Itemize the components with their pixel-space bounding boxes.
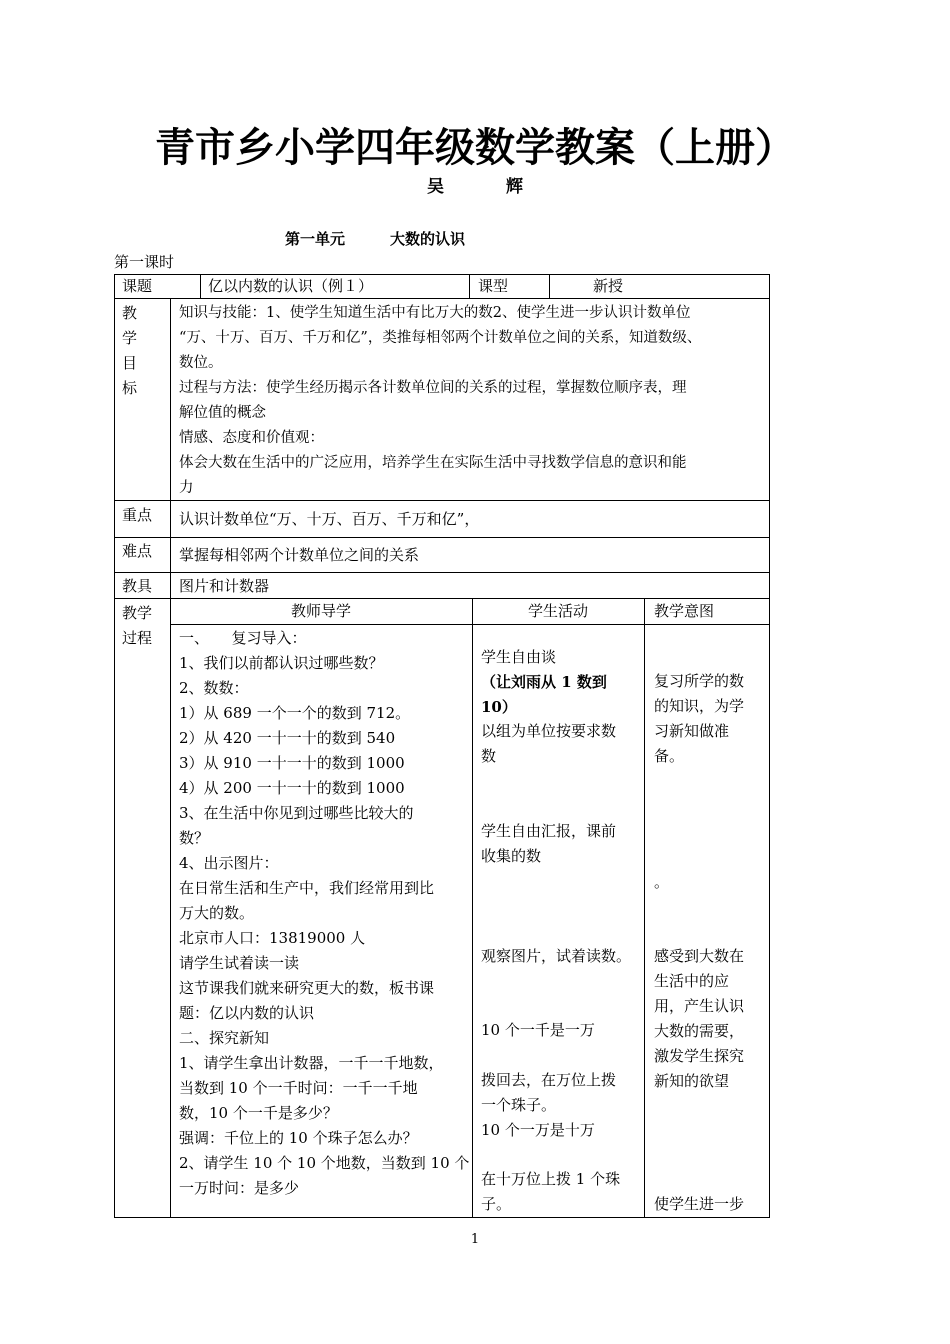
table-rule	[114, 572, 770, 573]
goal-line: 知识与技能：1、使学生知道生活中有比万大的数2、使学生进一步认识计数单位	[179, 305, 691, 321]
student-activity-block	[481, 670, 641, 720]
student-line: 收集的数	[481, 847, 542, 865]
intent-line: 的知识，为学	[654, 697, 745, 715]
teaching-intent-block	[654, 669, 766, 769]
teacher-line: 一万时问：是多少	[179, 1179, 300, 1197]
teacher-line: 在日常生活和生产中，我们经常用到比	[179, 879, 435, 897]
topic-value: 亿以内数的认识（例１）	[208, 277, 374, 295]
intent-line: 使学生进一步	[654, 1195, 745, 1213]
goals-label-char: 标	[122, 379, 138, 397]
table-rule	[472, 598, 473, 1217]
student-line: 学生自由谈	[481, 648, 557, 666]
teacher-line: 题：亿以内数的认识	[179, 1004, 315, 1022]
page-number: 1	[470, 1232, 480, 1247]
student-line: 一个珠子。	[481, 1096, 557, 1114]
difficulty-label: 难点	[122, 542, 153, 560]
goal-line: 过程与方法：使学生经历揭示各计数单位间的关系的过程，掌握数位顺序表，理	[179, 380, 687, 396]
goals-label-char: 目	[122, 354, 138, 372]
teacher-line: 3）从 910 一十一十的数到 1000	[179, 754, 405, 772]
teaching-intent-block	[654, 1192, 766, 1217]
teacher-line: 这节课我们就来研究更大的数，板书课	[179, 979, 435, 997]
teacher-line: 2、请学生 10 个 10 个地数，当数到 10 个	[179, 1154, 470, 1172]
goal-line: 数位。	[179, 355, 223, 371]
table-border-left	[114, 274, 115, 1217]
goals-label-char: 教	[122, 304, 138, 322]
intent-line: 备。	[654, 747, 685, 765]
key-point-label: 重点	[122, 506, 153, 524]
intent-line: 复习所学的数	[654, 672, 745, 690]
unit-heading: 第一单元 大数的认识	[285, 230, 466, 248]
tools-value: 图片和计数器	[179, 577, 270, 595]
goal-line: “万、十万、百万、千万和亿”，类推每相邻两个计数单位之间的关系，知道数级、	[179, 330, 702, 346]
intent-line: 感受到大数在	[654, 947, 745, 965]
teacher-line: 强调：千位上的 10 个珠子怎么办？	[179, 1129, 418, 1147]
teacher-line: 1）从 689 一个一个的数到 712。	[179, 704, 411, 722]
intent-line: 大数的需要，	[654, 1022, 745, 1040]
student-line: 10 个一千是一万	[481, 1021, 595, 1039]
teaching-intent-block	[654, 870, 766, 895]
intent-line: 。	[654, 873, 670, 891]
teacher-line: 1、请学生拿出计数器，一千一千地数，	[179, 1054, 444, 1072]
table-rule	[644, 598, 645, 1217]
student-line: 10）	[481, 698, 517, 716]
table-rule	[469, 274, 470, 298]
intent-line: 激发学生探究	[654, 1047, 745, 1065]
student-activity-block	[481, 1018, 641, 1043]
topic-label: 课题	[122, 277, 153, 295]
teacher-guidance	[179, 626, 469, 1201]
student-line: 数	[481, 747, 497, 765]
lesson-type-value: 新授	[593, 277, 624, 295]
goals-content	[179, 301, 765, 501]
table-border-right	[769, 274, 770, 1217]
teacher-line: 二、探究新知	[179, 1029, 270, 1047]
intent-line: 用，产生认识	[654, 997, 745, 1015]
teacher-line: 数，10 个一千是多少？	[179, 1104, 338, 1122]
table-rule	[114, 537, 770, 538]
student-activity-block	[481, 719, 641, 769]
student-activity-block	[481, 1068, 641, 1143]
intent-line: 习新知做准	[654, 722, 730, 740]
intent-line: 生活中的应	[654, 972, 730, 990]
student-line: 子。	[481, 1195, 512, 1213]
table-rule	[170, 624, 770, 625]
table-rule	[200, 274, 201, 298]
goal-line: 情感、态度和价值观：	[179, 430, 324, 446]
student-line: （让刘雨从 1 数到	[481, 673, 607, 691]
table-rule	[170, 298, 171, 1217]
column-header-teacher: 教师导学	[290, 602, 351, 620]
teacher-line: 万大的数。	[179, 904, 255, 922]
student-activity-block	[481, 645, 641, 670]
goals-label-char: 学	[122, 329, 138, 347]
student-line: 10 个一万是十万	[481, 1121, 595, 1139]
table-rule	[549, 274, 550, 298]
intent-line: 新知的欲望	[654, 1072, 730, 1090]
goal-line: 解位值的概念	[179, 405, 266, 421]
lesson-label: 第一课时	[114, 253, 175, 271]
lesson-type-label: 课型	[478, 277, 509, 295]
teacher-line: 4、出示图片：	[179, 854, 279, 872]
difficulty-value: 掌握每相邻两个计数单位之间的关系	[179, 546, 420, 564]
process-label	[122, 601, 166, 651]
author-name: 吴 辉	[427, 177, 551, 197]
column-header-student: 学生活动	[527, 602, 588, 620]
teacher-line: 请学生试着读一读	[179, 954, 300, 972]
teacher-line: 2）从 420 一十一十的数到 540	[179, 729, 396, 747]
teacher-line: 北京市人口：13819000 人	[179, 929, 366, 947]
table-border-bottom	[114, 1217, 770, 1218]
goal-line: 体会大数在生活中的广泛应用，培养学生在实际生活中寻找数学信息的意识和能	[179, 455, 687, 471]
student-line: 以组为单位按要求数	[481, 722, 617, 740]
tools-label: 教具	[122, 577, 153, 595]
teacher-line: 当数到 10 个一千时问：一千一千地	[179, 1079, 418, 1097]
teacher-line: 一、 复习导入：	[179, 629, 307, 647]
teacher-line: 4）从 200 一十一十的数到 1000	[179, 779, 405, 797]
process-label-line: 过程	[122, 629, 153, 647]
document-title: 青市乡小学四年级数学教案（上册）	[155, 125, 795, 171]
teacher-line: 1、我们以前都认识过哪些数？	[179, 654, 384, 672]
student-activity-block	[481, 1167, 641, 1217]
student-line: 拨回去，在万位上拨	[481, 1071, 617, 1089]
goals-label	[122, 301, 162, 401]
teacher-line: 2、数数：	[179, 679, 249, 697]
student-activity-block	[481, 819, 641, 869]
key-point-value: 认识计数单位“万、十万、百万、千万和亿”，	[179, 510, 480, 528]
process-label-line: 教学	[122, 604, 153, 622]
student-activity-block	[481, 944, 641, 969]
student-line: 观察图片，试着读数。	[481, 947, 632, 965]
goal-line: 力	[179, 480, 194, 496]
teaching-intent-block	[654, 944, 766, 1094]
student-line: 学生自由汇报，课前	[481, 822, 617, 840]
teacher-line: 3、在生活中你见到过哪些比较大的	[179, 804, 414, 822]
column-header-intent: 教学意图	[654, 602, 715, 620]
teacher-line: 数？	[179, 829, 210, 847]
student-line: 在十万位上拨 1 个珠	[481, 1170, 621, 1188]
